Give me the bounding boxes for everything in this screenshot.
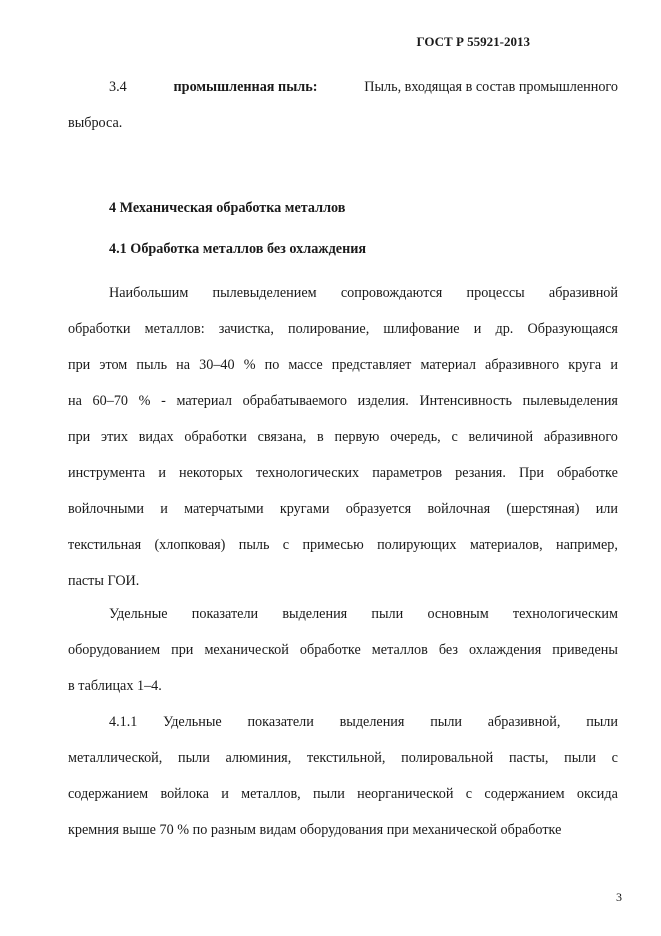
term: промышленная пыль: xyxy=(173,79,318,95)
paragraph-line: инструмента и некоторых технологических параметров резания. При обработке xyxy=(68,465,618,481)
paragraph-line: пасты ГОИ. xyxy=(68,573,140,589)
paragraph-line: в таблицах 1–4. xyxy=(68,678,162,694)
paragraph-line: текстильная (хлопковая) пыль с примесью полирующих материалов, например, xyxy=(68,537,618,553)
clause-number: 3.4 xyxy=(109,79,127,95)
paragraph-line: Удельные показатели выделения пыли основным технологическим xyxy=(109,606,618,622)
page-number: 3 xyxy=(616,890,622,904)
definition: Пыль, входящая в состав промышленного xyxy=(364,79,618,95)
section-heading-4-1: 4.1 Обработка металлов без охлаждения xyxy=(109,241,367,257)
clause-3-4-line-2: выброса. xyxy=(68,115,123,131)
paragraph-line: содержанием войлока и металлов, пыли неорганической с содержанием оксида xyxy=(68,786,618,802)
clause-3-4-line-1 xyxy=(109,78,618,96)
paragraph-line: металлической, пыли алюминия, текстильной, полировальной пасты, пыли с xyxy=(68,750,618,766)
paragraph-line: на 60–70 % - материал обрабатываемого изделия. Интенсивность пылевыделения xyxy=(68,393,618,409)
paragraph-line: Наибольшим пылевыделением сопровождаются процессы абразивной xyxy=(109,285,618,301)
paragraph-line: кремния выше 70 % по разным видам оборудования при механической обработке xyxy=(68,822,562,838)
paragraph-line: при этом пыль на 30–40 % по массе представляет материал абразивного круга и xyxy=(68,357,618,373)
paragraph-line: при этих видах обработки связана, в первую очередь, с величиной абразивного xyxy=(68,429,618,445)
section-heading-4: 4 Механическая обработка металлов xyxy=(109,200,346,216)
paragraph-line: войлочными и матерчатыми кругами образуется войлочная (шерстяная) или xyxy=(68,501,618,517)
paragraph-line: 4.1.1 Удельные показатели выделения пыли абразивной, пыли xyxy=(109,714,618,730)
document-code-header: ГОСТ Р 55921-2013 xyxy=(416,34,530,49)
paragraph-line: оборудованием при механической обработке металлов без охлаждения приведены xyxy=(68,642,618,658)
paragraph-line: обработки металлов: зачистка, полирование, шлифование и др. Образующаяся xyxy=(68,321,618,337)
